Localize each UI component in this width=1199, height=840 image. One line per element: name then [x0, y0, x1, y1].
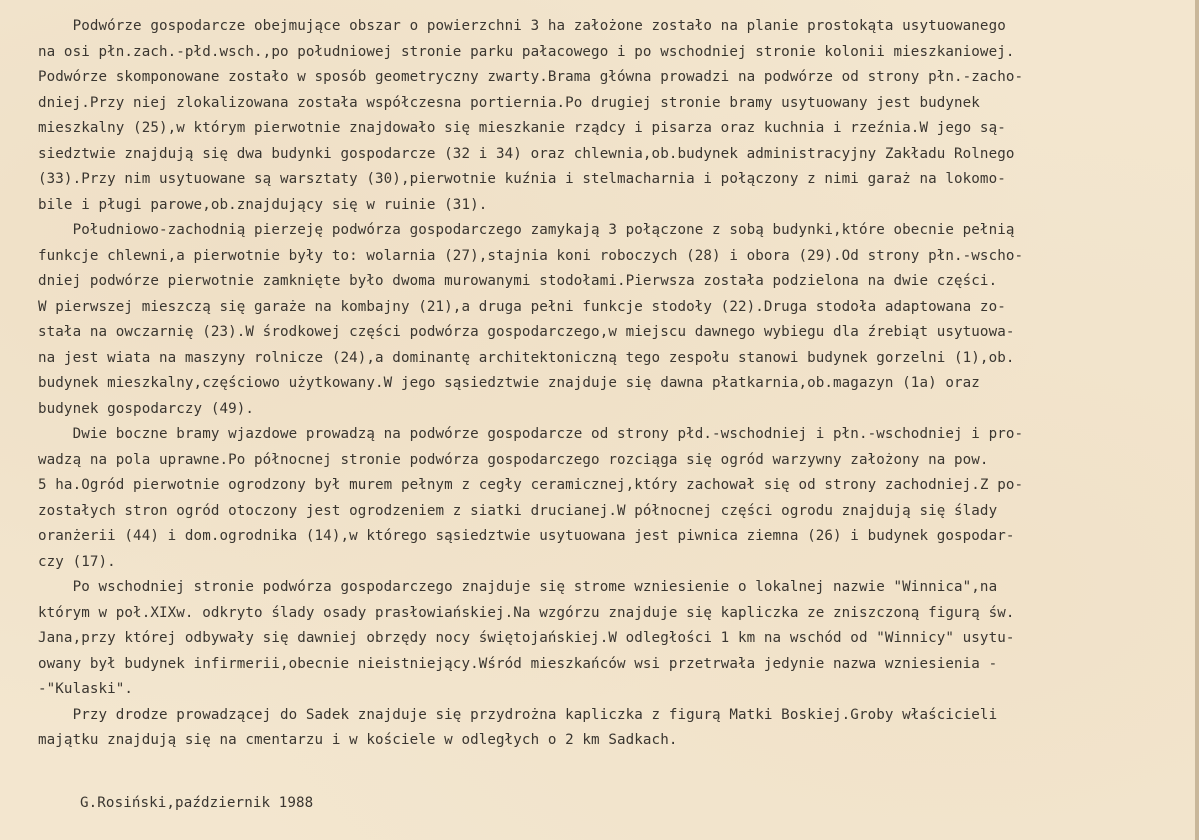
text-line: -"Kulaski". — [38, 681, 134, 697]
text-line: W pierwszej mieszczą się garaże na kombajny (21),a druga pełni funkcje stodoły (22).Druga stodoła adaptowana zo- — [38, 298, 1006, 315]
text-line: siedztwie znajdują się dwa budynki gospodarcze (32 i 34) oraz chlewnia,ob.budynek administracyjny Zakładu Rolnego — [38, 145, 1015, 162]
text-line: Dwie boczne bramy wjazdowe prowadzą na podwórze gospodarcze od strony płd.-wschodniej i płn.-wschodniej i pro- — [38, 426, 1024, 442]
text-line: budynek mieszkalny,częściowo użytkowany.W jego sąsiedztwie znajduje się dawna płatkarnia,ob.magazyn (1a) oraz — [38, 375, 980, 391]
signature-line: G.Rosiński,październik 1988 — [80, 795, 314, 811]
text-line: 5 ha.Ogród pierwotnie ogrodzony był murem pełnym z cegły ceramicznej,który zachował się od strony zachodniej.Z po- — [38, 477, 1024, 493]
text-line: dniej podwórze pierwotnie zamknięte było dwoma murowanymi stodołami.Pierwsza została podzielona na dwie części. — [38, 273, 998, 289]
text-line: budynek gospodarczy (49). — [38, 400, 255, 417]
text-line: którym w poł.XIXw. odkryto ślady osady prasłowiańskiej.Na wzgórzu znajduje się kapliczka ze zniszczoną figurą św. — [38, 604, 1015, 621]
text-line: oranżerii (44) i dom.ogrodnika (14),w którego sąsiedztwie usytuowana jest piwnica ziemna (26) i budynek gospodar- — [38, 528, 1015, 544]
document-body — [38, 14, 1188, 754]
text-line: Po wschodniej stronie podwórza gospodarczego znajduje się strome wzniesienie o lokalnej nazwie "Winnica",na — [38, 579, 998, 595]
text-line: bile i pługi parowe,ob.znajdujący się w ruinie (31). — [38, 196, 488, 213]
text-line: stała na owczarnię (23).W środkowej części podwórza gospodarczego,w miejscu dawnego wybiegu dla źrebiąt usytuowa- — [38, 324, 1015, 340]
text-line: (33).Przy nim usytuowane są warsztaty (30),pierwotnie kuźnia i stelmacharnia i połączony z nimi garaż na lokomo- — [38, 171, 1006, 187]
text-line: Jana,przy której odbywały się dawniej obrzędy nocy świętojańskiej.W odległości 1 km na wschód od "Winnicy" usytu- — [38, 630, 1015, 646]
text-line: wadzą na pola uprawne.Po północnej stronie podwórza gospodarczego rozciąga się ogród warzywny założony na pow. — [38, 451, 989, 468]
text-line: owany był budynek infirmerii,obecnie nieistniejący.Wśród mieszkańców wsi przetrwała jedynie nazwa wzniesienia - — [38, 655, 998, 672]
text-line: na osi płn.zach.-płd.wsch.,po południowej stronie parku pałacowego i po wschodniej stronie kolonii mieszkaniowej. — [38, 43, 1015, 60]
text-line: czy (17). — [38, 553, 116, 570]
text-line: majątku znajdują się na cmentarzu i w kościele w odległych o 2 km Sadkach. — [38, 732, 678, 748]
text-line: Podwórze skomponowane zostało w sposób geometryczny zwarty.Brama główna prowadzi na podwórze od strony płn.-zacho- — [38, 69, 1024, 85]
text-line: funkcje chlewni,a pierwotnie były to: wolarnia (27),stajnia koni roboczych (28) i obora (29).Od strony płn.-wscho- — [38, 247, 1024, 264]
text-line: zostałych stron ogród otoczony jest ogrodzeniem z siatki drucianej.W północnej części ogrodu znajdują się ślady — [38, 502, 998, 519]
text-line: dniej.Przy niej zlokalizowana została współczesna portiernia.Po drugiej stronie bramy usytuowany jest budynek — [38, 94, 980, 111]
text-line: Przy drodze prowadzącej do Sadek znajduje się przydrożna kapliczka z figurą Matki Boskiej.Groby właścicieli — [38, 706, 998, 723]
paper-edge — [1195, 0, 1199, 840]
text-line: Podwórze gospodarcze obejmujące obszar o powierzchni 3 ha założone zostało na planie prostokąta usytuowanego — [38, 18, 1006, 34]
text-line: na jest wiata na maszyny rolnicze (24),a dominantę architektoniczną tego zespołu stanowi budynek gorzelni (1),ob. — [38, 349, 1015, 366]
text-line: Południowo-zachodnią pierzeję podwórza gospodarczego zamykają 3 połączone z sobą budynki,które obecnie pełnią — [38, 222, 1015, 238]
text-line: mieszkalny (25),w którym pierwotnie znajdowało się mieszkanie rządcy i pisarza oraz kuchnia i rzeźnia.W jego są- — [38, 120, 1006, 136]
